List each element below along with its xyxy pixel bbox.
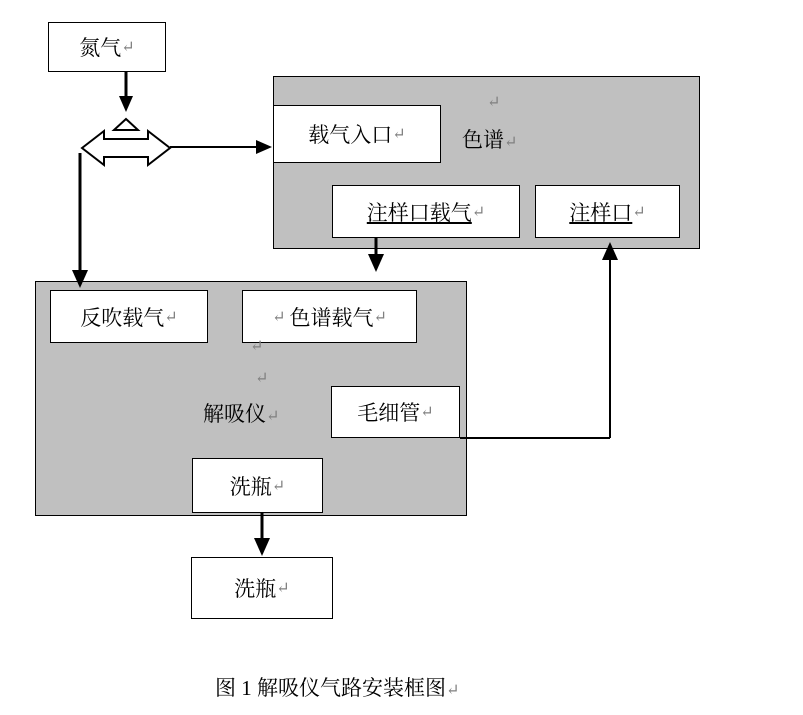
node-capillary bbox=[331, 386, 460, 438]
node-chromatograph-carrier-gas-label: 色谱载气 bbox=[289, 305, 374, 330]
pilcrow-icon: ↵ bbox=[373, 308, 387, 326]
node-backflush-carrier-gas-label: 反吹载气 bbox=[80, 305, 165, 330]
pilcrow-icon: ↵ bbox=[446, 682, 460, 700]
node-injector-port bbox=[535, 185, 680, 238]
pilcrow-icon: ↵ bbox=[632, 203, 646, 221]
node-chromatograph-carrier-gas bbox=[242, 290, 417, 343]
pilcrow-icon-desorber-1: ↵ bbox=[250, 338, 264, 355]
node-wash-bottle-outer bbox=[191, 557, 333, 619]
pilcrow-icon: ↵ bbox=[164, 308, 178, 326]
node-carrier-gas-inlet bbox=[273, 105, 441, 163]
node-backflush-carrier-gas bbox=[50, 290, 208, 343]
panel-desorber-label: 解吸仪↵ bbox=[203, 402, 280, 426]
pilcrow-icon: ↵ bbox=[121, 39, 135, 56]
pilcrow-icon: ↵ bbox=[266, 408, 280, 426]
pilcrow-icon: ↵ bbox=[471, 203, 486, 221]
pilcrow-icon: ↵ bbox=[272, 308, 290, 326]
figure-caption: 图 1 解吸仪气路安装框图↵ bbox=[215, 676, 460, 700]
node-nitrogen-label: 氮气 bbox=[79, 36, 122, 60]
pilcrow-icon-chromatograph: ↵ bbox=[487, 94, 501, 111]
panel-chromatograph-label: 色谱↵ bbox=[462, 128, 518, 152]
node-capillary-label: 毛细管 bbox=[357, 401, 421, 425]
pilcrow-icon: ↵ bbox=[392, 126, 406, 143]
node-wash-bottle-inner-label: 洗瓶 bbox=[229, 474, 272, 499]
pilcrow-icon: ↵ bbox=[420, 404, 434, 421]
node-injector-port-label: 注样口 bbox=[569, 200, 633, 225]
pilcrow-icon: ↵ bbox=[276, 580, 290, 597]
node-carrier-gas-inlet-label: 载气入口 bbox=[308, 123, 393, 147]
pilcrow-icon: ↵ bbox=[271, 477, 286, 495]
pilcrow-icon: ↵ bbox=[504, 134, 518, 152]
node-wash-bottle-outer-label: 洗瓶 bbox=[234, 577, 277, 601]
node-wash-bottle-inner bbox=[192, 458, 323, 513]
node-nitrogen bbox=[48, 22, 166, 72]
node-injector-carrier-gas-label: 注样口载气 bbox=[366, 200, 472, 225]
pilcrow-icon-desorber-2: ↵ bbox=[255, 370, 269, 387]
node-injector-carrier-gas bbox=[332, 185, 520, 238]
